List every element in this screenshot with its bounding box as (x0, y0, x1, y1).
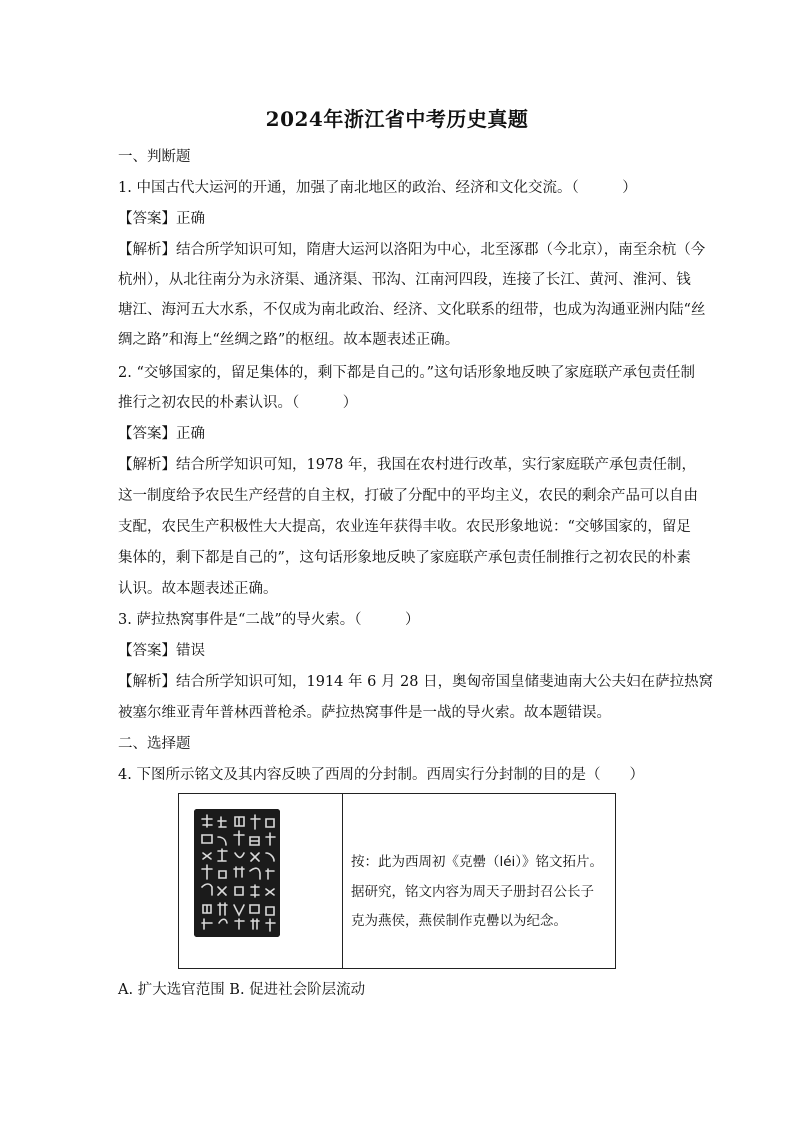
figure-caption-line-3: 克为燕侯，燕侯制作克罍以为纪念。 (351, 913, 567, 929)
analysis-1-line-2: 杭州），从北往南分为永济渠、通济渠、邗沟、江南河四段，连接了长江、黄河、淮河、钱 (118, 272, 691, 288)
analysis-2-line-5: 认识。故本题表述正确。 (118, 581, 278, 597)
analysis-1-line-4: 绸之路”和海上“丝绸之路”的枢纽。故本题表述正确。 (118, 332, 460, 348)
figure-caption-line-1: 按：此为西周初《克罍（léi）》铭文拓片。 (351, 854, 604, 870)
analysis-2-line-3: 支配，农民生产积极性大大提高，农业连年获得丰收。农民形象地说：“交够国家的，留足 (118, 519, 691, 535)
analysis-3-line-1: 【解析】结合所学知识可知，1914 年 6 月 28 日，奥匈帝国皇储斐迪南大公夫妇在萨拉热窝 (118, 674, 714, 690)
analysis-2-line-2: 这一制度给予农民生产经营的自主权，打破了分配中的平均主义，农民的剩余产品可以自由 (118, 488, 698, 504)
question-4: 4. 下图所示铭文及其内容反映了西周的分封制。西周实行分封制的目的是（ ） (118, 767, 644, 783)
question-1: 1. 中国古代大运河的开通，加强了南北地区的政治、经济和文化交流。（ ） (118, 180, 637, 196)
figure-caption-line-2: 据研究，铭文内容为周天子册封召公长子 (351, 884, 594, 900)
figure-caption-cell (343, 794, 615, 968)
answer-1: 【答案】正确 (118, 211, 205, 227)
question-3: 3. 萨拉热窝事件是“二战”的导火索。（ ） (118, 612, 420, 628)
figure-table (178, 793, 616, 969)
analysis-3-line-2: 被塞尔维亚青年普林西普枪杀。萨拉热窝事件是一战的导火索。故本题错误。 (118, 705, 611, 721)
analysis-1-line-1: 【解析】结合所学知识可知，隋唐大运河以洛阳为中心，北至涿郡（今北京），南至余杭（今 (118, 242, 706, 258)
question-2-line-1: 2. “交够国家的，留足集体的，剩下都是自己的。”这句话形象地反映了家庭联产承包责任制 (118, 365, 696, 381)
figure-image-cell (179, 794, 343, 968)
analysis-2-line-4: 集体的，剩下都是自己的”，这句话形象地反映了家庭联产承包责任制推行之初农民的朴素 (118, 550, 691, 566)
answer-3: 【答案】错误 (118, 643, 205, 659)
inscription-rubbing-image (194, 809, 280, 937)
answer-2: 【答案】正确 (118, 426, 205, 442)
section-heading-choice: 二、选择题 (118, 736, 191, 752)
question-4-options: A. 扩大选官范围 B. 促进社会阶层流动 (118, 982, 366, 998)
page-title: 2024年浙江省中考历史真题 (265, 107, 529, 131)
analysis-2-line-1: 【解析】结合所学知识可知，1978 年，我国在农村进行改革，实行家庭联产承包责任制， (118, 457, 697, 473)
analysis-1-line-3: 塘江、海河五大水系，不仅成为南北政治、经济、文化联系的纽带，也成为沟通亚洲内陆“丝 (118, 302, 706, 318)
section-heading-judgement: 一、判断题 (118, 149, 191, 165)
question-2-line-2: 推行之初农民的朴素认识。（ ） (118, 395, 358, 411)
